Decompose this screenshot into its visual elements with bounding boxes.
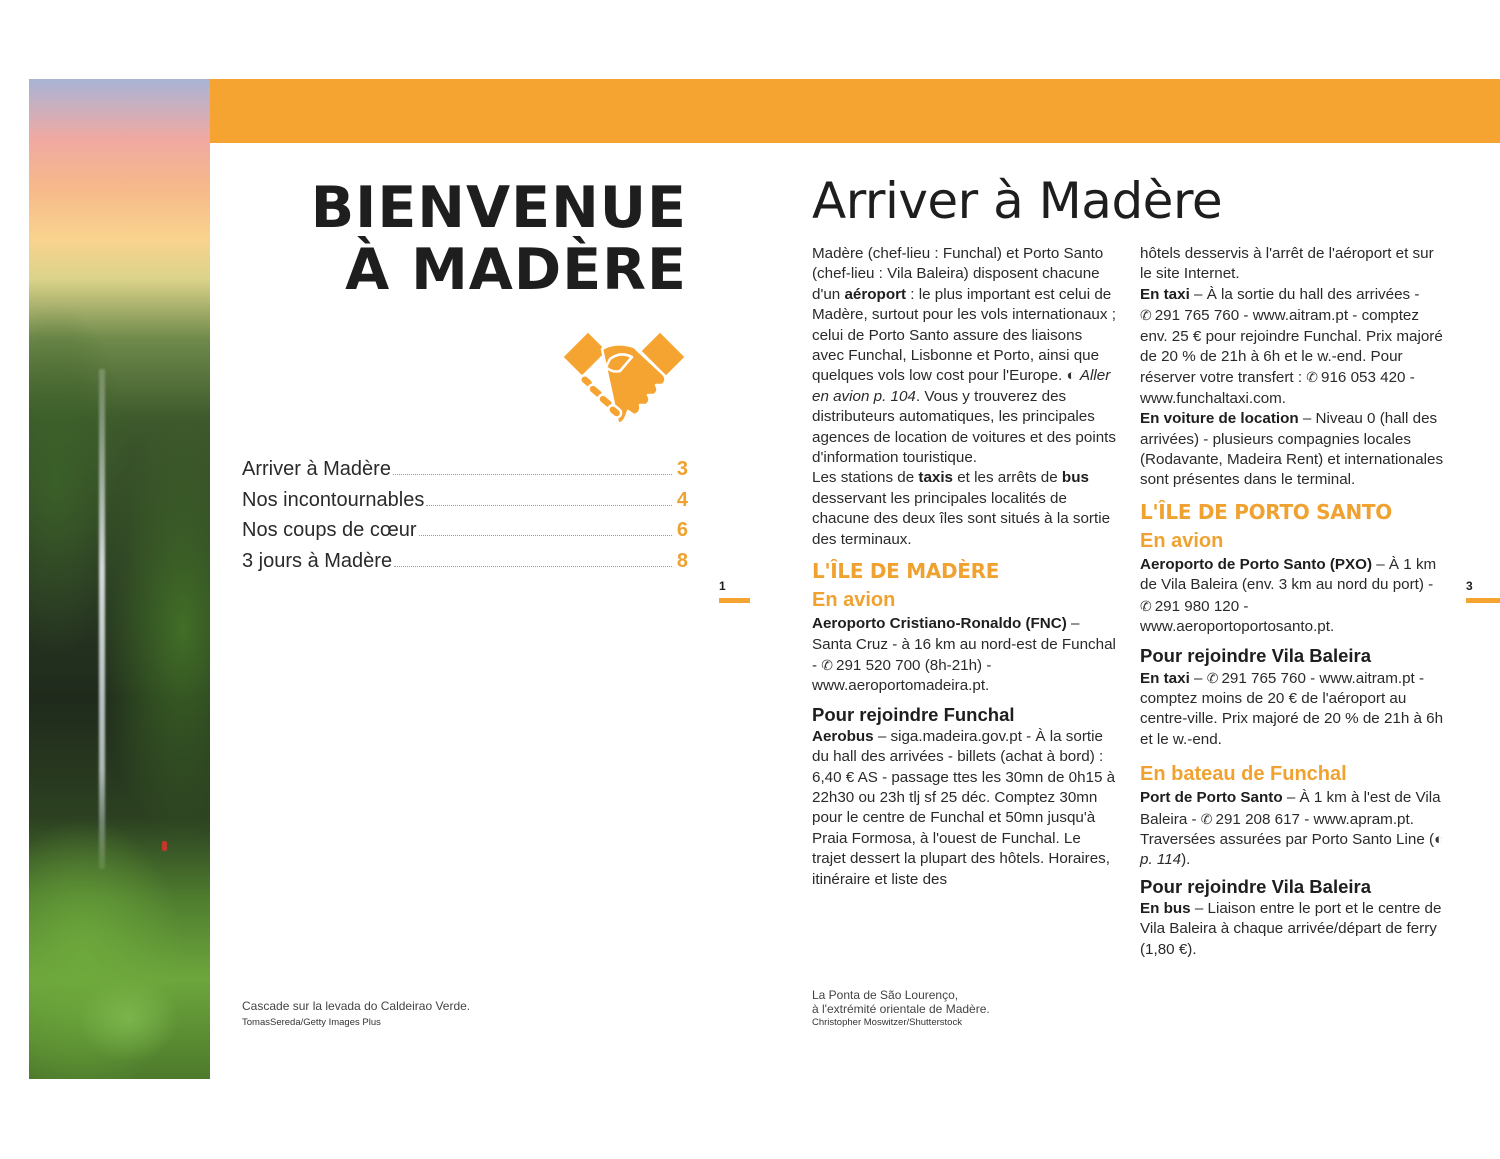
- dot-leader: [419, 535, 672, 536]
- phone-icon: [1207, 670, 1222, 687]
- table-of-contents: [242, 458, 688, 580]
- see-reference-icon: ◐: [1434, 830, 1444, 848]
- aerobus-entry: Aerobus – siga.madeira.gov.pt - À la sortie du hall des arrivées - billets (achat à bord) : 6,40 € AS - passage ttes les 30mn de 0h15 à 22h30 ou 23h tlj sf 25 déc. Comptez 30mn pour le centre de Funchal et 50mn jusqu'à Praia Formosa, à l'ouest de Funchal. Le trajet dessert la plupart des hôtels. Horaires, itinéraire et liste des: [812, 727, 1116, 888]
- text-column-2: [1140, 244, 1445, 960]
- photo-caption-right: [812, 988, 990, 1030]
- waterfall-photo: [29, 79, 210, 1079]
- dot-leader: [426, 505, 672, 506]
- handshake-icon: [560, 327, 688, 429]
- caption-text: La Ponta de São Lourenço,: [812, 988, 959, 1002]
- bus-entry: En bus – Liaison entre le port et le centre de Vila Baleira à chaque arrivée/départ de ferry (1,80 €).: [1140, 899, 1442, 958]
- see-reference-icon: ◐: [1066, 367, 1076, 385]
- title-line-1: BIENVENUE: [310, 175, 687, 241]
- phone-icon: [1140, 598, 1155, 615]
- taxi-entry: En taxi – À la sortie du hall des arrivées - ✆ 291 765 760 - www.aitram.pt - comptez env. 25 € pour rejoindre Funchal. Prix majoré de 20 % de 21h à 6h et le w.-end. Pour réserver votre transfert : ✆ 916 053 420 - www.funchaltaxi.com.: [1140, 285, 1445, 409]
- welcome-title: [311, 177, 687, 301]
- toc-page-number: 3: [676, 458, 688, 480]
- toc-item[interactable]: [242, 519, 688, 550]
- title-line-2: À MADÈRE: [345, 237, 687, 303]
- toc-page-number: 4: [676, 488, 688, 511]
- subheading-funchal: Pour rejoindre Funchal: [812, 703, 1015, 725]
- taxi-porto-entry: En taxi – ✆ 291 765 760 - www.aitram.pt - comptez moins de 20 € de l'aéroport au centre-ville. Prix majoré de 20 % de 21h à 6h et le w.-end.: [1140, 668, 1445, 751]
- photo-credit: Christopher Moswitzer/Shutterstock: [812, 1017, 962, 1028]
- page-heading: Arriver à Madère: [812, 172, 1223, 230]
- orange-header-band: [210, 79, 1500, 143]
- dot-leader: [393, 474, 672, 475]
- pxo-airport-entry: Aeroporto de Porto Santo (PXO) – À 1 km de Vila Baleira (env. 3 km au nord du port) - ✆ 291 980 120 - www.aeroportoportosanto.pt.: [1140, 555, 1445, 638]
- caption-text: Cascade sur la levada do Caldeirao Verde.: [242, 999, 471, 1013]
- toc-label: Nos incontournables: [242, 488, 425, 511]
- text-column-1: [812, 244, 1117, 890]
- phone-icon: [1306, 369, 1321, 386]
- photo-credit: TomasSereda/Getty Images Plus: [242, 1017, 381, 1028]
- intro-paragraph: Madère (chef-lieu : Funchal) et Porto Santo (chef-lieu : Vila Baleira) disposent chacune d'un aéroport : le plus important est celui de Madère, surtout pour les vols internationaux ; celui de Porto Santo assure des liaisons avec Funchal, Lisbonne et Porto, ainsi que quelques vols low cost pour l'Europe. ◐ Aller en avion p. 104. Vous y trouverez des distributeurs automatiques, les principales agences de location de voitures et des points d'information touristique.: [812, 245, 1116, 467]
- folio-bar-left: [719, 598, 750, 603]
- subheading-vila-baleira: Pour rejoindre Vila Baleira: [1140, 875, 1371, 897]
- toc-item[interactable]: [242, 550, 688, 581]
- folio-bar-right: [1466, 598, 1500, 603]
- toc-page-number: 6: [676, 519, 688, 542]
- hiker-figure: [162, 841, 167, 851]
- continued-paragraph: hôtels desservis à l'arrêt de l'aéroport et sur le site Internet.: [1140, 245, 1434, 283]
- toc-item[interactable]: [242, 489, 688, 520]
- page-number-left: 1: [719, 579, 726, 593]
- photo-caption-left: [242, 999, 470, 1030]
- subheading-plane: En avion: [812, 589, 896, 612]
- toc-item[interactable]: [242, 458, 688, 489]
- page-number-right: 3: [1466, 579, 1473, 593]
- stations-paragraph: Les stations de taxis et les arrêts de bus desservant les principales localités de chacune des deux îles sont situés à la sortie des terminaux.: [812, 469, 1111, 548]
- port-entry: Port de Porto Santo – À 1 km à l'est de Vila Baleira - ✆ 291 208 617 - www.apram.pt. Traversées assurées par Porto Santo Line (◐ p. 114).: [1140, 788, 1445, 871]
- car-rental-entry: En voiture de location – Niveau 0 (hall des arrivées) - plusieurs compagnies locales (Rodavante, Madeira Rent) et internationales sont présentes dans le terminal.: [1140, 410, 1444, 489]
- caption-text: à l'extrémité orientale de Madère.: [812, 1002, 990, 1016]
- dot-leader: [394, 566, 672, 567]
- toc-page-number: 8: [676, 549, 688, 572]
- toc-label: Arriver à Madère: [242, 458, 391, 480]
- toc-label: 3 jours à Madère: [242, 549, 393, 572]
- cross-reference[interactable]: p. 114: [1140, 851, 1182, 869]
- section-heading-porto-santo: L'ÎLE DE PORTO SANTO: [1140, 499, 1392, 524]
- phone-icon: [1201, 811, 1216, 828]
- cross-reference[interactable]: Aller en avion p. 104: [812, 367, 1111, 405]
- phone-icon: [1140, 307, 1155, 324]
- section-heading-madere: L'ÎLE DE MADÈRE: [812, 559, 1000, 584]
- subheading-plane: En avion: [1140, 529, 1224, 552]
- subheading-boat: En bateau de Funchal: [1140, 763, 1347, 786]
- phone-icon: [821, 657, 836, 674]
- subheading-vila-baleira: Pour rejoindre Vila Baleira: [1140, 644, 1371, 666]
- toc-label: Nos coups de cœur: [242, 519, 417, 542]
- waterfall: [99, 369, 105, 869]
- fnc-airport-entry: Aeroporto Cristiano-Ronaldo (FNC) – Santa Cruz - à 16 km au nord-est de Funchal - ✆ 291 520 700 (8h-21h) - www.aeroportomadeira.pt.: [812, 614, 1117, 697]
